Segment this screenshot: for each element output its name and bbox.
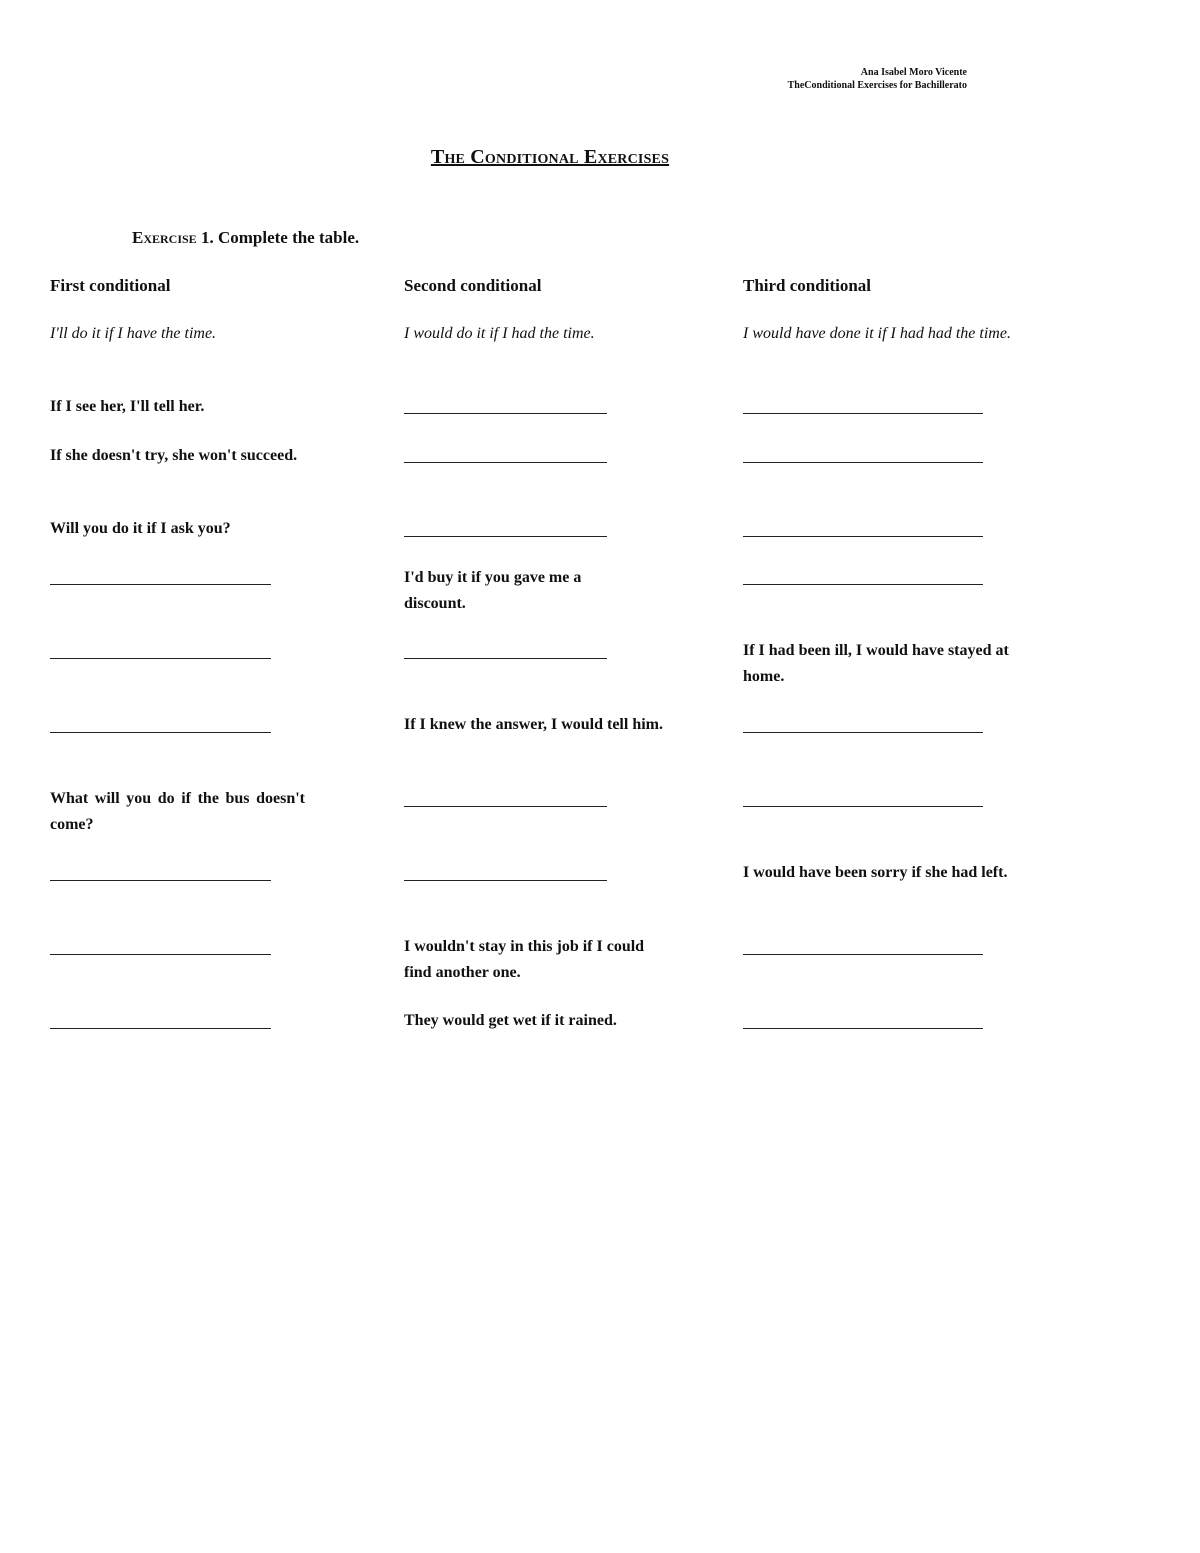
row4-third-blank[interactable]	[743, 584, 983, 585]
exercise-label: Exercise 1.	[132, 228, 214, 247]
exercise-instruction	[132, 228, 359, 248]
row10-first-blank[interactable]	[50, 1028, 271, 1029]
row10-third-blank[interactable]	[743, 1028, 983, 1029]
row3-third-blank[interactable]	[743, 536, 983, 537]
header-subtitle: TheConditional Exercises for Bachillerato	[787, 80, 967, 91]
row2-third-blank[interactable]	[743, 462, 983, 463]
row9-second: I wouldn't stay in this job if I could find another one.	[404, 938, 645, 981]
column-header-third: Third conditional	[743, 276, 872, 295]
document-header	[788, 66, 967, 92]
row2-second-blank[interactable]	[404, 462, 607, 463]
row7-first: What will you do if the bus doesn't come?	[50, 790, 305, 833]
header-author: Ana Isabel Moro Vicente	[860, 67, 967, 78]
row1-third-blank[interactable]	[743, 413, 983, 414]
example-second: I would do it if I had the time.	[404, 325, 595, 342]
row9-first-blank[interactable]	[50, 954, 271, 955]
row3-first: Will you do it if I ask you?	[50, 520, 231, 537]
row8-first-blank[interactable]	[50, 880, 271, 881]
row1-first: If I see her, I'll tell her.	[50, 398, 205, 415]
row8-second-blank[interactable]	[404, 880, 607, 881]
row10-second: They would get wet if it rained.	[404, 1012, 617, 1029]
row4-first-blank[interactable]	[50, 584, 271, 585]
page-title: The Conditional Exercises	[430, 146, 670, 168]
row6-third-blank[interactable]	[743, 732, 983, 733]
row6-first-blank[interactable]	[50, 732, 271, 733]
example-third: I would have done it if I had had the time.	[743, 325, 1011, 342]
row5-first-blank[interactable]	[50, 658, 271, 659]
column-header-first: First conditional	[50, 276, 171, 295]
row1-second-blank[interactable]	[404, 413, 607, 414]
example-first: I'll do it if I have the time.	[50, 325, 217, 342]
row5-second-blank[interactable]	[404, 658, 607, 659]
row6-second: If I knew the answer, I would tell him.	[404, 716, 663, 733]
row4-second: I'd buy it if you gave me a discount.	[404, 569, 582, 612]
row7-second-blank[interactable]	[404, 806, 607, 807]
row5-third: If I had been ill, I would have stayed at home.	[743, 642, 1009, 685]
column-header-second: Second conditional	[404, 276, 542, 295]
row7-third-blank[interactable]	[743, 806, 983, 807]
row9-third-blank[interactable]	[743, 954, 983, 955]
exercise-text: Complete the table.	[217, 228, 360, 247]
row3-second-blank[interactable]	[404, 536, 607, 537]
row8-third: I would have been sorry if she had left.	[743, 864, 1008, 881]
row2-first: If she doesn't try, she won't succeed.	[50, 447, 298, 464]
